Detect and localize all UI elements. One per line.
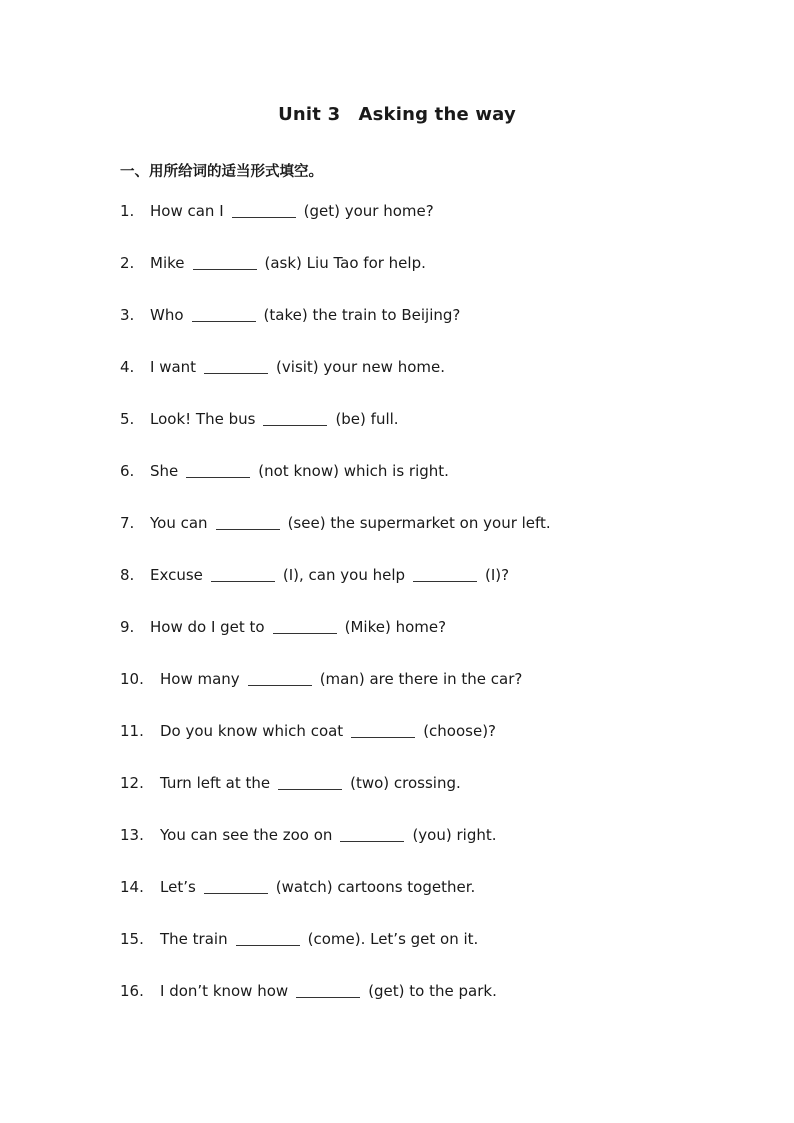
question-15 [120,929,551,981]
question-16 [120,981,551,1033]
question-text: (not know) which is right. [258,462,449,480]
question-text: (you) right. [412,826,497,844]
question-text: I want [150,358,197,376]
question-5 [120,409,551,461]
question-text: The train [160,930,228,948]
question-text: (I)? [485,566,510,584]
question-text: (get) your home? [303,202,434,220]
question-number: 15. [120,930,144,948]
question-number: 4. [120,358,135,376]
question-number: 7. [120,514,135,532]
answer-blank[interactable] [204,877,268,894]
answer-blank[interactable] [273,617,337,634]
question-text: (take) the train to Beijing? [263,306,461,324]
question-text: I don’t know how [160,982,289,1000]
answer-blank[interactable] [413,565,477,582]
answer-blank[interactable] [211,565,275,582]
question-text: (I), can you help [282,566,406,584]
question-text: How can I [150,202,224,220]
answer-blank[interactable] [296,981,360,998]
question-number: 11. [120,722,144,740]
question-text: Who [150,306,184,324]
question-text: (ask) Liu Tao for help. [264,254,426,272]
question-number: 14. [120,878,144,896]
question-text: (man) are there in the car? [319,670,523,688]
question-list [120,201,551,1033]
question-number: 2. [120,254,135,272]
question-7 [120,513,551,565]
question-text: How do I get to [150,618,265,636]
answer-blank[interactable] [340,825,404,842]
answer-blank[interactable] [186,461,250,478]
question-text: (visit) your new home. [276,358,445,376]
question-text: (two) crossing. [350,774,461,792]
question-text: (come). Let’s get on it. [307,930,479,948]
question-number: 5. [120,410,135,428]
question-text: (be) full. [335,410,399,428]
question-6 [120,461,551,513]
question-text: (get) to the park. [368,982,497,1000]
question-number: 13. [120,826,144,844]
answer-blank[interactable] [263,409,327,426]
question-text: She [150,462,179,480]
question-1 [120,201,551,253]
answer-blank[interactable] [351,721,415,738]
question-13 [120,825,551,877]
question-text: (see) the supermarket on your left. [287,514,551,532]
question-4 [120,357,551,409]
question-text: You can [150,514,208,532]
question-10 [120,669,551,721]
answer-blank[interactable] [248,669,312,686]
question-9 [120,617,551,669]
question-text: Excuse [150,566,203,584]
answer-blank[interactable] [204,357,268,374]
question-number: 8. [120,566,135,584]
section-heading: 一、用所给词的适当形式填空。 [120,164,323,180]
question-text: Do you know which coat [160,722,344,740]
answer-blank[interactable] [193,253,257,270]
question-number: 16. [120,982,144,1000]
question-3 [120,305,551,357]
question-12 [120,773,551,825]
question-text: Mike [150,254,185,272]
answer-blank[interactable] [236,929,300,946]
question-text: (watch) cartoons together. [275,878,476,896]
page-title: Unit 3 Asking the way [278,104,516,125]
question-2 [120,253,551,305]
answer-blank[interactable] [232,201,296,218]
question-text: (Mike) home? [344,618,447,636]
question-11 [120,721,551,773]
question-text: You can see the zoo on [160,826,333,844]
question-number: 12. [120,774,144,792]
question-text: Turn left at the [160,774,271,792]
question-8 [120,565,551,617]
answer-blank[interactable] [216,513,280,530]
question-text: (choose)? [423,722,497,740]
question-text: Let’s [160,878,196,896]
question-number: 9. [120,618,135,636]
answer-blank[interactable] [278,773,342,790]
question-number: 1. [120,202,135,220]
answer-blank[interactable] [192,305,256,322]
question-text: How many [160,670,240,688]
question-text: Look! The bus [150,410,256,428]
question-number: 10. [120,670,144,688]
question-14 [120,877,551,929]
question-number: 3. [120,306,135,324]
question-number: 6. [120,462,135,480]
